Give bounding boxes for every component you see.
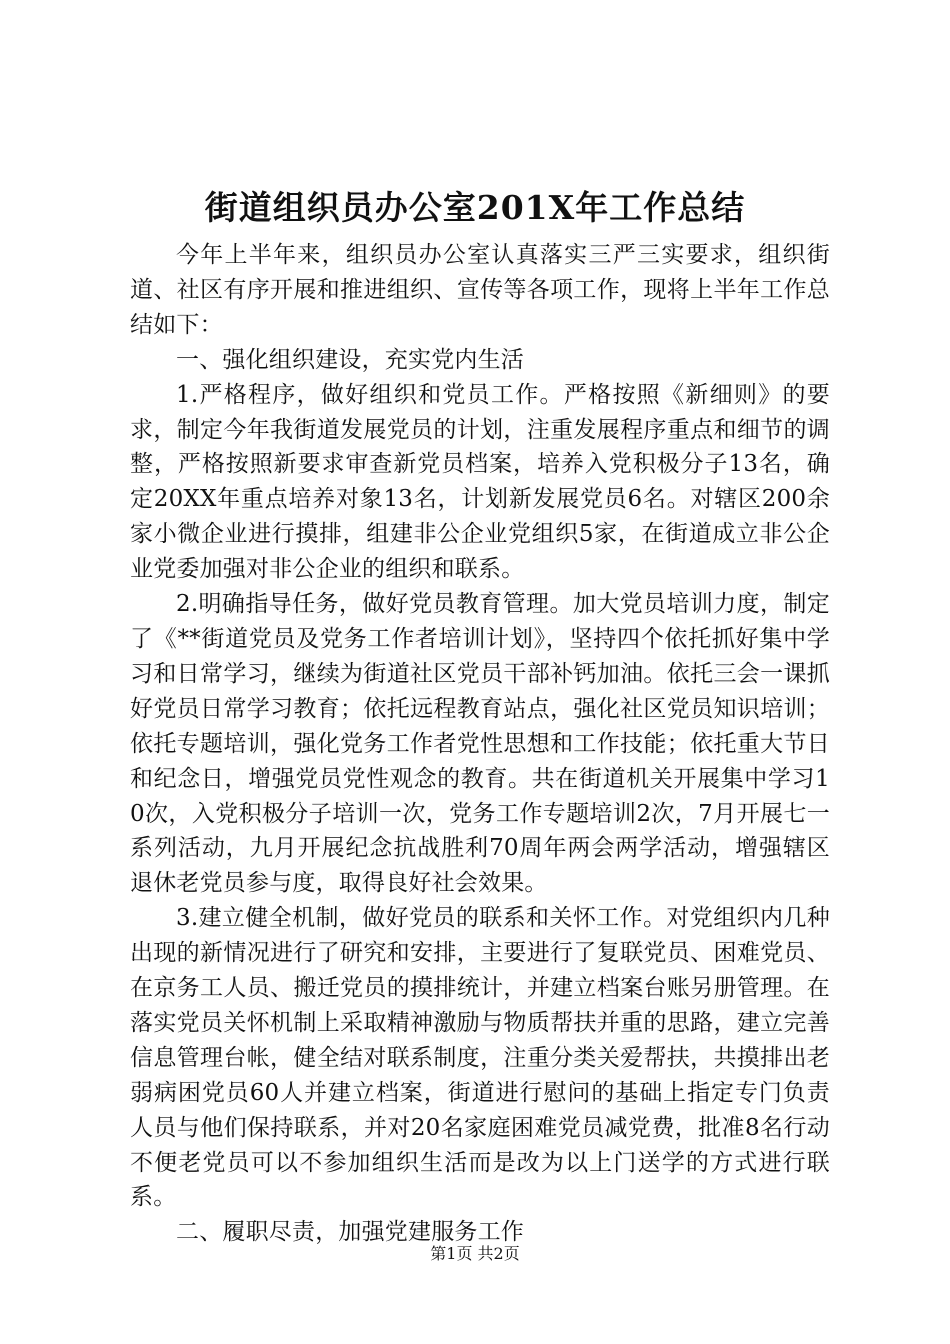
item-paragraph-2: 2.明确指导任务，做好党员教育管理。加大党员培训力度，制定了《**街道党员及党务工作者培训计划》，坚持四个依托抓好集中学习和日常学习，继续为街道社区党员干部补钙加油。依托三会一课抓好党员日常学习教育；依托远程教育站点，强化社区党员知识培训；依托专题培训，强化党务工作者党性思想和工作技能；依托重大节日和纪念日，增强党员党性观念的教育。共在街道机关开展集中学习10次，入党积极分子培训一次，党务工作专题培训2次，7月开展七一系列活动，九月开展纪念抗战胜利70周年两会两学活动，增强辖区退休老党员参与度，取得良好社会效果。 bbox=[130, 591, 830, 897]
intro-paragraph: 今年上半年来，组织员办公室认真落实三严三实要求，组织街道、社区有序开展和推进组织、宣传等各项工作，现将上半年工作总结如下： bbox=[130, 242, 830, 338]
item-paragraph-1: 1.严格程序，做好组织和党员工作。严格按照《新细则》的要求，制定今年我街道发展党员的计划，注重发展程序重点和细节的调整，严格按照新要求审查新党员档案，培养入党积极分子13名，确定20XX年重点培养对象13名，计划新发展党员6名。对辖区200余家小微企业进行摸排，组建非公企业党组织5家，在街道成立非公企业党委加强对非公企业的组织和联系。 bbox=[130, 381, 830, 583]
section-heading-2: 二、履职尽责，加强党建服务工作 bbox=[176, 1219, 524, 1246]
page-footer: 第1页 共2页 bbox=[430, 1244, 520, 1263]
document-title: 街道组织员办公室201X年工作总结 bbox=[204, 188, 746, 227]
item-paragraph-3: 3.建立健全机制，做好党员的联系和关怀工作。对党组织内几种出现的新情况进行了研究和安排，主要进行了复联党员、困难党员、在京务工人员、搬迁党员的摸排统计，并建立档案台账另册管理。在落实党员关怀机制上采取精神激励与物质帮扶并重的思路，建立完善信息管理台帐，健全结对联系制度，注重分类关爱帮扶，共摸排出老弱病困党员60人并建立档案，街道进行慰问的基础上指定专门负责人员与他们保持联系，并对20名家庭困难党员减党费，批准8名行动不便老党员可以不参加组织生活而是改为以上门送学的方式进行联系。 bbox=[130, 905, 830, 1211]
section-heading-1: 一、强化组织建设，充实党内生活 bbox=[176, 346, 524, 373]
document-body bbox=[130, 238, 830, 1250]
